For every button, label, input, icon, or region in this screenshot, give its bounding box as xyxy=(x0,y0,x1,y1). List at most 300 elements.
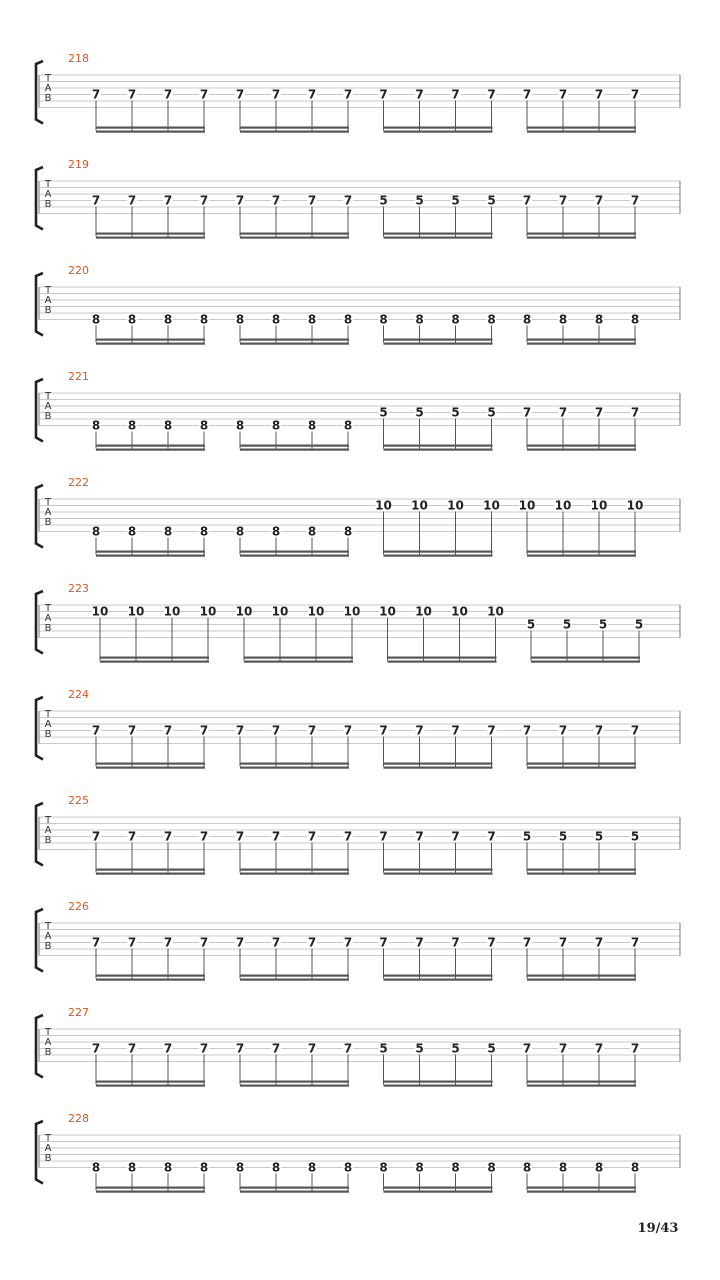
fret-number: 8 xyxy=(307,418,317,433)
tab-clef-letter: A xyxy=(44,401,52,412)
tab-clef-letter: A xyxy=(44,931,52,942)
measure-number: 220 xyxy=(68,264,89,277)
fret-number: 5 xyxy=(415,1041,424,1056)
tab-clef-letter: A xyxy=(44,295,52,306)
fret-number: 10 xyxy=(483,498,500,513)
measure-number: 218 xyxy=(68,52,89,65)
fret-number: 7 xyxy=(307,829,317,844)
beam-primary xyxy=(96,445,205,447)
fret-number: 10 xyxy=(447,498,464,513)
fret-number: 7 xyxy=(630,1041,640,1056)
tab-system xyxy=(36,264,680,345)
tab-clef-letter: A xyxy=(44,1143,52,1154)
fret-number: 8 xyxy=(199,418,209,433)
beam-secondary xyxy=(384,1085,493,1087)
fret-number: 7 xyxy=(522,935,532,950)
beam-secondary xyxy=(96,131,205,133)
fret-number: 7 xyxy=(415,87,424,102)
tab-clef-letter: A xyxy=(44,189,52,200)
beam-primary xyxy=(527,763,636,765)
fret-number: 5 xyxy=(598,617,608,632)
fret-number: 7 xyxy=(558,87,568,102)
beam-primary xyxy=(244,657,353,659)
fret-number: 10 xyxy=(451,604,468,619)
beam-primary xyxy=(96,763,205,765)
fret-number: 5 xyxy=(415,405,424,420)
fret-number: 8 xyxy=(451,312,460,327)
beam-primary xyxy=(527,1081,636,1083)
fret-number: 5 xyxy=(630,829,640,844)
tab-clef-letter: A xyxy=(44,507,52,518)
fret-number: 8 xyxy=(127,312,137,327)
beam-primary xyxy=(527,551,636,553)
fret-number: 7 xyxy=(199,87,209,102)
fret-number: 7 xyxy=(343,1041,353,1056)
fret-number: 8 xyxy=(522,312,532,327)
beam-secondary xyxy=(240,767,349,769)
measure-number: 225 xyxy=(68,794,89,807)
fret-number: 8 xyxy=(415,1160,424,1175)
beam-secondary xyxy=(240,555,349,557)
fret-number: 8 xyxy=(487,1160,496,1175)
tab-clef-letter: B xyxy=(44,729,52,740)
fret-number: 7 xyxy=(594,87,604,102)
fret-number: 10 xyxy=(626,498,644,513)
fret-number: 7 xyxy=(199,1041,209,1056)
tab-clef-letter: B xyxy=(44,1153,52,1164)
beam-primary xyxy=(527,869,636,871)
beam-primary xyxy=(96,869,205,871)
fret-number: 7 xyxy=(307,87,317,102)
fret-number: 5 xyxy=(379,405,388,420)
beam-primary xyxy=(527,339,636,341)
fret-number: 5 xyxy=(451,193,460,208)
fret-number: 8 xyxy=(307,312,317,327)
fret-number: 7 xyxy=(630,935,640,950)
beam-secondary xyxy=(384,555,493,557)
fret-number: 7 xyxy=(487,723,496,738)
fret-number: 8 xyxy=(91,524,101,539)
beam-primary xyxy=(240,763,349,765)
beam-primary xyxy=(527,445,636,447)
fret-number: 8 xyxy=(630,1160,640,1175)
tab-clef-letter: B xyxy=(44,93,52,104)
fret-number: 7 xyxy=(630,405,640,420)
beam-primary xyxy=(527,1187,636,1189)
fret-number: 7 xyxy=(271,1041,281,1056)
fret-number: 7 xyxy=(594,193,604,208)
beam-primary xyxy=(384,339,493,341)
beam-primary xyxy=(96,339,205,341)
fret-number: 7 xyxy=(415,723,424,738)
fret-number: 10 xyxy=(379,604,396,619)
fret-number: 7 xyxy=(522,405,532,420)
beam-secondary xyxy=(527,873,636,875)
fret-number: 7 xyxy=(271,829,281,844)
fret-number: 7 xyxy=(630,87,640,102)
tab-clef-letter: B xyxy=(44,835,52,846)
fret-number: 8 xyxy=(307,1160,317,1175)
fret-number: 5 xyxy=(558,829,568,844)
fret-number: 7 xyxy=(307,935,317,950)
fret-number: 7 xyxy=(235,935,245,950)
beam-secondary xyxy=(96,1191,205,1193)
fret-number: 7 xyxy=(127,1041,137,1056)
beam-secondary xyxy=(96,873,205,875)
fret-number: 10 xyxy=(343,604,361,619)
fret-number: 7 xyxy=(91,723,101,738)
beam-primary xyxy=(388,657,497,659)
fret-number: 7 xyxy=(630,723,640,738)
beam-secondary xyxy=(527,343,636,345)
tab-system xyxy=(36,900,680,981)
beam-primary xyxy=(531,657,640,659)
beam-secondary xyxy=(527,449,636,451)
fret-number: 8 xyxy=(163,524,173,539)
beam-primary xyxy=(240,1187,349,1189)
fret-number: 7 xyxy=(271,193,281,208)
fret-number: 7 xyxy=(163,87,173,102)
fret-number: 7 xyxy=(558,405,568,420)
tab-system xyxy=(36,582,680,663)
fret-number: 7 xyxy=(379,935,388,950)
fret-number: 7 xyxy=(343,935,353,950)
tab-clef-letter: B xyxy=(44,941,52,952)
fret-number: 8 xyxy=(307,524,317,539)
beam-secondary xyxy=(531,661,640,663)
fret-number: 7 xyxy=(451,723,460,738)
beam-primary xyxy=(96,127,205,129)
fret-number: 10 xyxy=(415,604,432,619)
fret-number: 7 xyxy=(487,87,496,102)
fret-number: 10 xyxy=(590,498,608,513)
fret-number: 7 xyxy=(594,1041,604,1056)
beam-secondary xyxy=(96,767,205,769)
fret-number: 7 xyxy=(594,405,604,420)
beam-primary xyxy=(240,339,349,341)
tab-clef-letter: T xyxy=(44,1027,52,1038)
measure-number: 227 xyxy=(68,1006,89,1019)
beam-primary xyxy=(527,975,636,977)
beam-secondary xyxy=(240,131,349,133)
tab-clef-letter: T xyxy=(44,179,52,190)
tab-clef-letter: T xyxy=(44,391,52,402)
fret-number: 8 xyxy=(379,1160,388,1175)
fret-number: 7 xyxy=(451,829,460,844)
beam-primary xyxy=(240,869,349,871)
fret-number: 7 xyxy=(630,193,640,208)
fret-number: 7 xyxy=(558,935,568,950)
beam-primary xyxy=(240,551,349,553)
fret-number: 7 xyxy=(163,193,173,208)
fret-number: 7 xyxy=(235,193,245,208)
fret-number: 8 xyxy=(235,312,245,327)
beam-secondary xyxy=(527,1191,636,1193)
beam-secondary xyxy=(240,979,349,981)
beam-secondary xyxy=(527,767,636,769)
fret-number: 8 xyxy=(127,1160,137,1175)
fret-number: 7 xyxy=(522,193,532,208)
fret-number: 7 xyxy=(199,723,209,738)
fret-number: 8 xyxy=(163,312,173,327)
fret-number: 10 xyxy=(163,604,181,619)
fret-number: 7 xyxy=(199,829,209,844)
beam-secondary xyxy=(527,237,636,239)
beam-secondary xyxy=(384,979,493,981)
fret-number: 8 xyxy=(630,312,640,327)
beam-secondary xyxy=(240,1191,349,1193)
beam-primary xyxy=(240,233,349,235)
fret-number: 10 xyxy=(91,604,109,619)
fret-number: 8 xyxy=(91,1160,101,1175)
beam-primary xyxy=(384,1081,493,1083)
tab-clef-letter: T xyxy=(44,709,52,720)
tab-clef-letter: B xyxy=(44,517,52,528)
fret-number: 7 xyxy=(379,723,388,738)
beam-secondary xyxy=(527,1085,636,1087)
fret-number: 7 xyxy=(487,829,496,844)
fret-number: 7 xyxy=(91,935,101,950)
tab-clef-letter: T xyxy=(44,285,52,296)
fret-number: 7 xyxy=(163,723,173,738)
fret-number: 8 xyxy=(271,524,281,539)
fret-number: 7 xyxy=(558,1041,568,1056)
fret-number: 5 xyxy=(526,617,536,632)
fret-number: 7 xyxy=(558,723,568,738)
fret-number: 8 xyxy=(415,312,424,327)
fret-number: 8 xyxy=(127,418,137,433)
tab-clef-letter: B xyxy=(44,411,52,422)
fret-number: 10 xyxy=(235,604,253,619)
fret-number: 10 xyxy=(375,498,392,513)
fret-number: 8 xyxy=(127,524,137,539)
fret-number: 5 xyxy=(522,829,532,844)
fret-number: 7 xyxy=(163,829,173,844)
beam-primary xyxy=(384,869,493,871)
tab-clef-letter: T xyxy=(44,921,52,932)
fret-number: 7 xyxy=(91,193,101,208)
beam-primary xyxy=(384,975,493,977)
fret-number: 8 xyxy=(163,418,173,433)
fret-number: 10 xyxy=(199,604,217,619)
fret-number: 8 xyxy=(199,312,209,327)
beam-secondary xyxy=(527,131,636,133)
fret-number: 7 xyxy=(91,1041,101,1056)
fret-number: 7 xyxy=(163,935,173,950)
beam-secondary xyxy=(96,979,205,981)
fret-number: 7 xyxy=(307,723,317,738)
fret-number: 7 xyxy=(91,87,101,102)
fret-number: 8 xyxy=(271,418,281,433)
beam-primary xyxy=(240,1081,349,1083)
fret-number: 7 xyxy=(271,723,281,738)
tab-clef-letter: A xyxy=(44,1037,52,1048)
beam-primary xyxy=(384,445,493,447)
beam-secondary xyxy=(384,1191,493,1193)
fret-number: 7 xyxy=(271,87,281,102)
fret-number: 8 xyxy=(271,1160,281,1175)
page-number: 19/43 xyxy=(637,1221,679,1236)
fret-number: 7 xyxy=(127,723,137,738)
measure-number: 226 xyxy=(68,900,89,913)
fret-number: 7 xyxy=(127,193,137,208)
tab-clef-letter: B xyxy=(44,623,52,634)
fret-number: 8 xyxy=(343,524,353,539)
fret-number: 10 xyxy=(307,604,325,619)
beam-secondary xyxy=(96,237,205,239)
beam-secondary xyxy=(388,661,497,663)
beam-secondary xyxy=(527,979,636,981)
beam-primary xyxy=(96,975,205,977)
fret-number: 8 xyxy=(594,312,604,327)
tab-clef-letter: A xyxy=(44,825,52,836)
beam-primary xyxy=(384,763,493,765)
beam-primary xyxy=(96,233,205,235)
beam-secondary xyxy=(240,237,349,239)
fret-number: 7 xyxy=(235,723,245,738)
beam-primary xyxy=(240,127,349,129)
fret-number: 7 xyxy=(451,935,460,950)
tab-system xyxy=(36,370,680,451)
tab-system xyxy=(36,1112,680,1193)
beam-primary xyxy=(527,233,636,235)
fret-number: 5 xyxy=(487,405,496,420)
tab-clef-letter: B xyxy=(44,305,52,316)
fret-number: 7 xyxy=(522,1041,532,1056)
fret-number: 8 xyxy=(271,312,281,327)
fret-number: 7 xyxy=(343,829,353,844)
tab-system xyxy=(36,476,680,557)
measure-number: 219 xyxy=(68,158,89,171)
beam-primary xyxy=(384,127,493,129)
beam-secondary xyxy=(96,555,205,557)
fret-number: 5 xyxy=(379,1041,388,1056)
fret-number: 8 xyxy=(487,312,496,327)
fret-number: 7 xyxy=(307,1041,317,1056)
beam-primary xyxy=(96,1187,205,1189)
fret-number: 7 xyxy=(343,723,353,738)
tab-clef-letter: T xyxy=(44,815,52,826)
fret-number: 5 xyxy=(451,405,460,420)
fret-number: 8 xyxy=(594,1160,604,1175)
fret-number: 5 xyxy=(451,1041,460,1056)
tab-clef-letter: A xyxy=(44,83,52,94)
tab-clef-letter: T xyxy=(44,73,52,84)
beam-secondary xyxy=(240,343,349,345)
beam-primary xyxy=(100,657,209,659)
fret-number: 5 xyxy=(634,617,644,632)
measure-number: 228 xyxy=(68,1112,89,1125)
fret-number: 7 xyxy=(451,87,460,102)
fret-number: 7 xyxy=(199,935,209,950)
fret-number: 5 xyxy=(415,193,424,208)
beam-secondary xyxy=(384,873,493,875)
fret-number: 7 xyxy=(235,1041,245,1056)
beam-secondary xyxy=(240,873,349,875)
beam-secondary xyxy=(240,449,349,451)
fret-number: 7 xyxy=(594,935,604,950)
measure-number: 224 xyxy=(68,688,89,701)
fret-number: 10 xyxy=(487,604,504,619)
fret-number: 5 xyxy=(594,829,604,844)
tab-system xyxy=(36,688,680,769)
beam-primary xyxy=(96,1081,205,1083)
fret-number: 8 xyxy=(91,312,101,327)
fret-number: 5 xyxy=(379,193,388,208)
fret-number: 8 xyxy=(558,1160,568,1175)
fret-number: 7 xyxy=(271,935,281,950)
fret-number: 8 xyxy=(235,1160,245,1175)
fret-number: 10 xyxy=(127,604,145,619)
fret-number: 7 xyxy=(235,829,245,844)
fret-number: 5 xyxy=(562,617,572,632)
fret-number: 7 xyxy=(343,87,353,102)
tab-system xyxy=(36,794,680,875)
beam-secondary xyxy=(96,449,205,451)
beam-secondary xyxy=(527,555,636,557)
tab-clef-letter: B xyxy=(44,199,52,210)
fret-number: 8 xyxy=(343,312,353,327)
tab-clef-letter: T xyxy=(44,497,52,508)
fret-number: 10 xyxy=(554,498,572,513)
fret-number: 7 xyxy=(522,723,532,738)
fret-number: 7 xyxy=(163,1041,173,1056)
fret-number: 7 xyxy=(343,193,353,208)
fret-number: 7 xyxy=(127,87,137,102)
fret-number: 7 xyxy=(199,193,209,208)
tab-clef-letter: T xyxy=(44,603,52,614)
beam-primary xyxy=(240,975,349,977)
fret-number: 8 xyxy=(163,1160,173,1175)
fret-number: 7 xyxy=(379,829,388,844)
fret-number: 8 xyxy=(451,1160,460,1175)
beam-secondary xyxy=(384,767,493,769)
tab-clef-letter: B xyxy=(44,1047,52,1058)
beam-secondary xyxy=(384,131,493,133)
tab-clef-letter: A xyxy=(44,613,52,624)
tab-clef-letter: T xyxy=(44,1133,52,1144)
fret-number: 7 xyxy=(415,935,424,950)
fret-number: 7 xyxy=(307,193,317,208)
fret-number: 7 xyxy=(127,935,137,950)
fret-number: 7 xyxy=(415,829,424,844)
fret-number: 8 xyxy=(199,524,209,539)
beam-primary xyxy=(384,551,493,553)
beam-secondary xyxy=(244,661,353,663)
measure-number: 223 xyxy=(68,582,89,595)
fret-number: 7 xyxy=(522,87,532,102)
beam-primary xyxy=(96,551,205,553)
fret-number: 5 xyxy=(487,1041,496,1056)
fret-number: 7 xyxy=(558,193,568,208)
fret-number: 7 xyxy=(127,829,137,844)
fret-number: 8 xyxy=(343,418,353,433)
measure-number: 222 xyxy=(68,476,89,489)
beam-secondary xyxy=(240,1085,349,1087)
beam-secondary xyxy=(96,1085,205,1087)
fret-number: 8 xyxy=(343,1160,353,1175)
measure-number: 221 xyxy=(68,370,89,383)
tab-system xyxy=(36,158,680,239)
fret-number: 7 xyxy=(594,723,604,738)
beam-primary xyxy=(527,127,636,129)
fret-number: 8 xyxy=(379,312,388,327)
fret-number: 10 xyxy=(271,604,289,619)
fret-number: 8 xyxy=(199,1160,209,1175)
fret-number: 7 xyxy=(235,87,245,102)
fret-number: 10 xyxy=(411,498,428,513)
fret-number: 8 xyxy=(235,524,245,539)
